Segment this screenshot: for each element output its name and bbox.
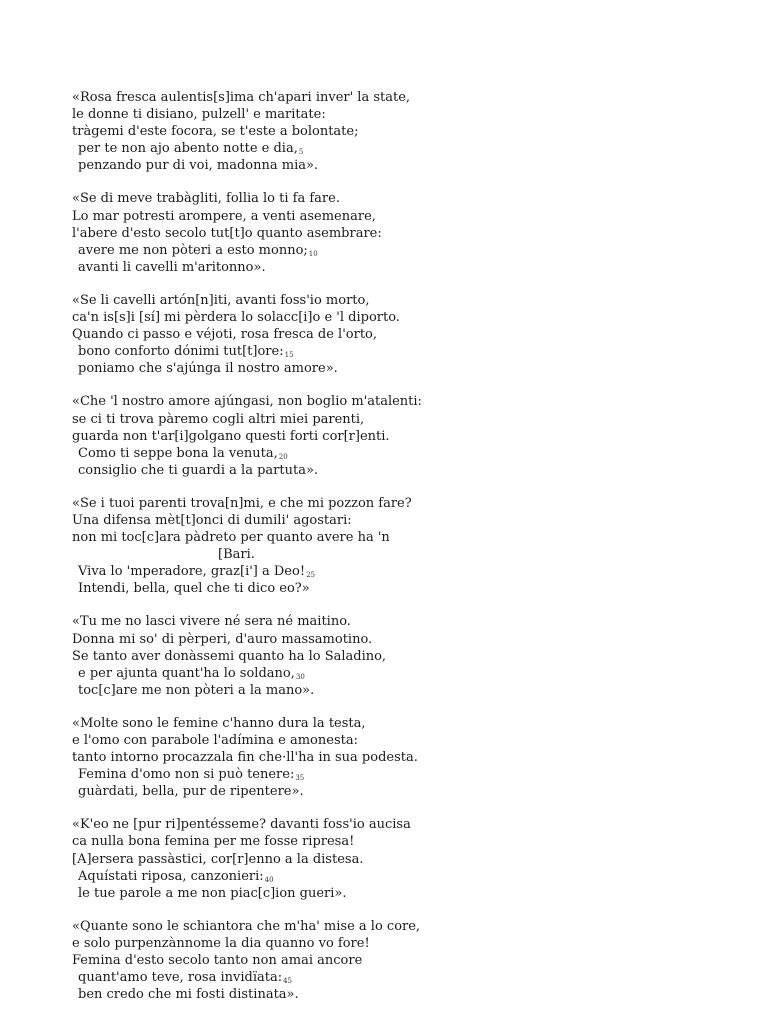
line-number: 40 — [264, 875, 274, 884]
verse-text: Una difensa mèt[t]onci di dumili' agostari: — [72, 512, 352, 528]
stanza — [72, 393, 712, 478]
verse-text: Femina d'omo non si può tenere: — [78, 767, 295, 783]
verse-text: le tue parole a me non piac[c]ion gueri». — [78, 885, 347, 901]
verse-text: se ci ti trova pàremo cogli altri miei parenti, — [72, 411, 365, 427]
verse-line — [72, 580, 712, 597]
verse-text: Como ti seppe bona la venuta, — [78, 445, 278, 461]
verse-line — [72, 885, 712, 902]
verse-line — [72, 190, 712, 207]
verse-text: «Molte sono le femine c'hanno dura la testa, — [72, 715, 366, 731]
verse-line — [72, 986, 712, 1003]
verse-text: Lo mar potresti arompere, a venti asemenare, — [72, 208, 376, 224]
verse-text: Viva lo 'mperadore, graz[i'] a Deo! — [78, 564, 306, 580]
stanza — [72, 715, 712, 800]
verse-line — [72, 292, 712, 309]
verse-text: Intendi, bella, quel che ti dico eo?» — [78, 581, 310, 597]
verse-line — [72, 952, 712, 969]
verse-text: e solo purpenzànnome la dia quanno vo fore! — [72, 935, 370, 951]
verse-text: consiglio che ti guardi a la partuta». — [78, 462, 319, 478]
verse-line — [72, 783, 712, 800]
verse-text: «Tu me no lasci vivere né sera né maitino. — [72, 614, 351, 630]
verse-line — [72, 259, 712, 276]
verse-text: [Bari. — [218, 547, 255, 563]
verse-line — [72, 935, 712, 952]
verse-line — [72, 529, 712, 546]
verse-text: [A]ersera passàstici, cor[r]enno a la distesa. — [72, 851, 364, 867]
verse-text: «Che 'l nostro amore ajúngasi, non boglio m'atalenti: — [72, 394, 422, 410]
verse-text: ben credo che mi fosti distinata». — [78, 987, 299, 1003]
verse-line — [72, 140, 712, 157]
verse-line — [72, 309, 712, 326]
verse-text: Quando ci passo e véjoti, rosa fresca de l'orto, — [72, 327, 377, 343]
verse-line — [72, 969, 712, 986]
verse-line — [72, 631, 712, 648]
verse-line — [72, 613, 712, 630]
verse-text: toc[c]are me non pòteri a la mano». — [78, 682, 315, 698]
verse-line — [72, 665, 712, 682]
verse-text: e l'omo con parabole l'adímina e amonesta: — [72, 733, 358, 748]
line-number: 25 — [306, 571, 315, 580]
line-number: 35 — [295, 774, 305, 783]
verse-line — [72, 868, 712, 885]
verse-text: «Se di meve trabàgliti, follia lo ti fa fare. — [72, 191, 340, 207]
verse-text: quant'amo teve, rosa invidïata: — [78, 970, 283, 986]
verse-line — [72, 816, 712, 833]
verse-text: «K'eo ne [pur ri]pentésseme? davanti foss'io aucisa — [72, 817, 411, 833]
verse-line — [72, 411, 712, 428]
verse-line — [72, 157, 712, 174]
verse-line — [72, 512, 712, 529]
line-number: 30 — [295, 672, 305, 681]
verse-text: Femina d'esto secolo tanto non amai ancore — [72, 953, 363, 969]
verse-line — [72, 648, 712, 665]
verse-line — [72, 766, 712, 783]
line-number: 5 — [298, 148, 304, 157]
verse-line — [72, 428, 712, 445]
verse-line — [72, 326, 712, 343]
verse-text: avanti li cavelli m'aritonno». — [78, 259, 266, 275]
verse-text: tanto intorno procazzala fin che·ll'ha in sua podesta. — [72, 750, 418, 766]
verse-line — [72, 445, 712, 462]
stanza — [72, 495, 712, 598]
verse-text: le donne ti disiano, pulzell' e maritate: — [72, 107, 326, 123]
verse-text: Donna mi so' di pèrperi, d'auro massamotino. — [72, 631, 373, 647]
verse-text: «Se li cavelli artón[n]iti, avanti foss'io morto, — [72, 292, 370, 308]
verse-text: ca nulla bona femina per me fosse ripresa! — [72, 834, 355, 850]
line-number: 20 — [278, 452, 288, 461]
verse-text: guàrdati, bella, pur de ripentere». — [78, 784, 304, 800]
verse-line — [72, 123, 712, 140]
verse-line — [72, 462, 712, 479]
verse-line — [72, 732, 712, 749]
verse-line — [72, 393, 712, 410]
line-number: 10 — [308, 249, 318, 258]
stanza — [72, 613, 712, 698]
verse-text: «Se i tuoi parenti trova[n]mi, e che mi pozzon fare? — [72, 495, 412, 511]
verse-line — [72, 89, 712, 106]
line-number: 15 — [284, 351, 294, 360]
verse-text: Se tanto aver donàssemi quanto ha lo Saladino, — [72, 648, 387, 664]
verse-text: avere me non pòteri a esto monno; — [78, 242, 308, 258]
verse-text: per te non ajo abento notte e dia, — [78, 141, 298, 157]
verse-line — [72, 682, 712, 699]
verse-line — [72, 546, 712, 563]
verse-text: bono conforto dónimi tut[t]ore: — [78, 344, 284, 360]
verse-text: l'abere d'esto secolo tut[t]o quanto asembrare: — [72, 225, 382, 241]
verse-line — [72, 225, 712, 242]
verse-text: poniamo che s'ajúnga il nostro amore». — [78, 361, 338, 377]
stanza — [72, 292, 712, 377]
verse-text: «Rosa fresca aulentis[s]ima ch'apari inver' la state, — [72, 90, 411, 105]
verse-line — [72, 343, 712, 360]
verse-line — [72, 495, 712, 512]
verse-text: e per ajunta quant'ha lo soldano, — [78, 665, 295, 681]
verse-line — [72, 749, 712, 766]
stanza — [72, 918, 712, 1003]
verse-line — [72, 106, 712, 123]
verse-line — [72, 360, 712, 377]
verse-text: Aquístati riposa, canzonieri: — [78, 868, 264, 884]
verse-text: «Quante sono le schiantora che m'ha' mise a lo core, — [72, 918, 421, 934]
verse-line — [72, 242, 712, 259]
line-number: 45 — [283, 977, 293, 986]
verse-line — [72, 851, 712, 868]
stanza — [72, 816, 712, 901]
poem — [72, 89, 712, 1019]
stanza — [72, 190, 712, 275]
verse-line — [72, 918, 712, 935]
verse-line — [72, 208, 712, 225]
stanza — [72, 89, 712, 174]
verse-line — [72, 715, 712, 732]
verse-line — [72, 833, 712, 850]
verse-text: tràgemi d'este focora, se t'este a bolontate; — [72, 124, 359, 140]
verse-text: guarda non t'ar[i]golgano questi forti cor[r]enti. — [72, 428, 390, 444]
verse-text: penzando pur di voi, madonna mia». — [78, 158, 319, 174]
verse-text: non mi toc[c]ara pàdreto per quanto avere ha 'n — [72, 530, 390, 546]
verse-text: ca'n is[s]i [sí] mi pèrdera lo solacc[i]o e 'l diporto. — [72, 310, 400, 326]
verse-line — [72, 563, 712, 580]
